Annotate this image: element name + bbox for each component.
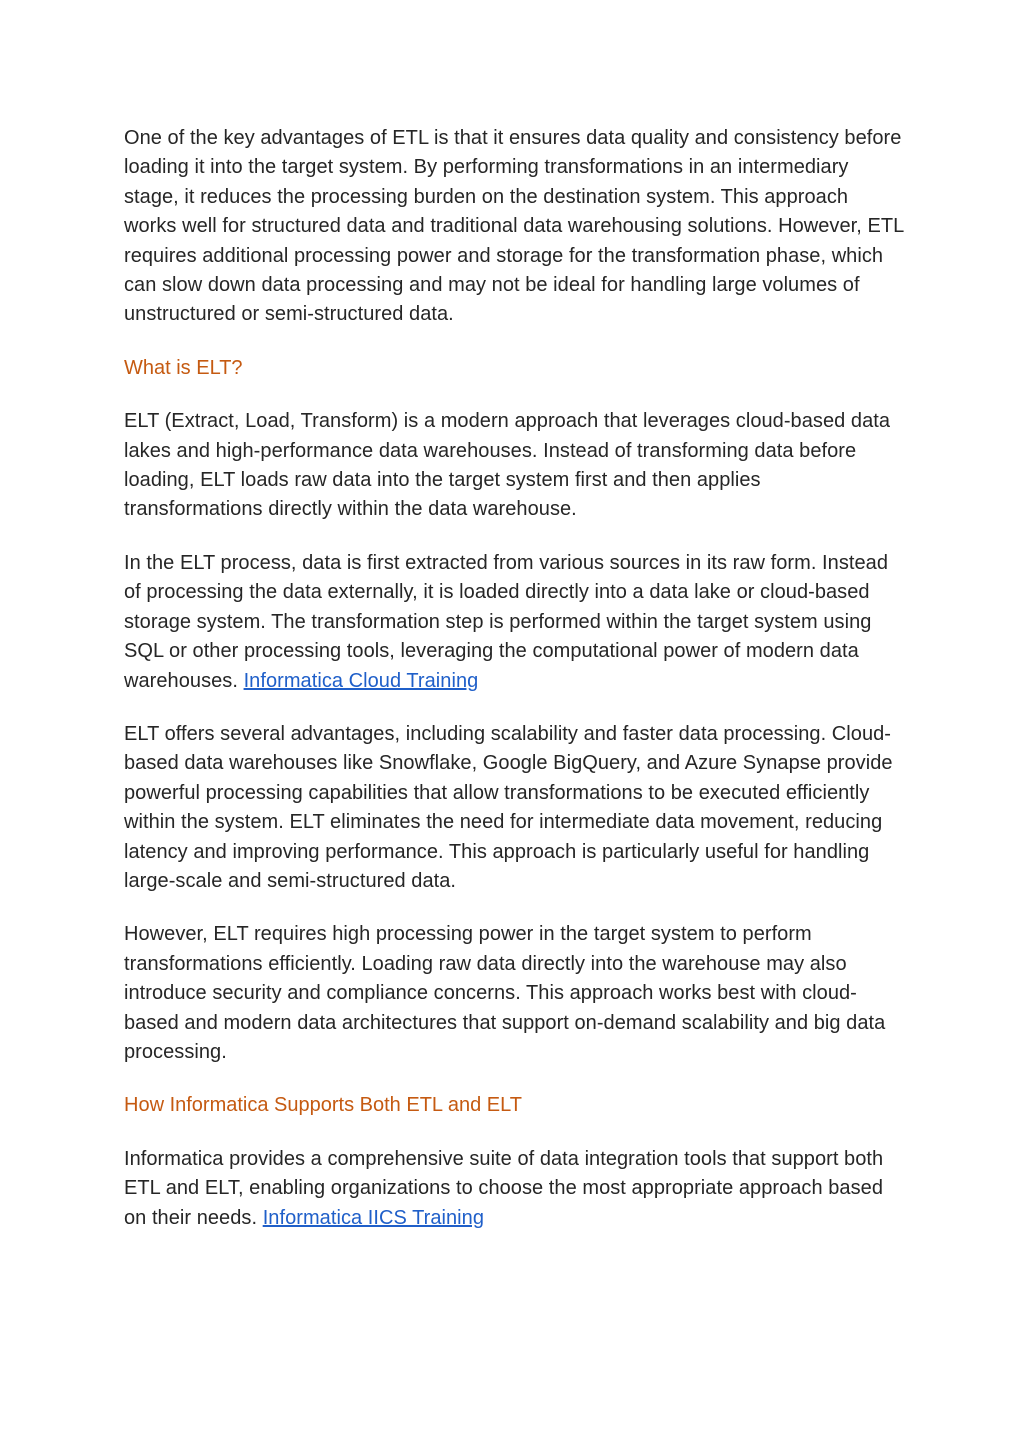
paragraph-elt-process-text: In the ELT process, data is first extracted from various sources in its raw form. Instead of processing the data externally, it is loaded directly into a data lake or cloud-based storage system. The transformation step is performed within the target system using SQL or other processing tools, leveraging the computational power of modern data warehouses. <box>124 551 889 692</box>
link-informatica-cloud-training[interactable]: Informatica Cloud Training <box>243 669 479 692</box>
paragraph-elt-process <box>124 549 904 696</box>
paragraph-elt-advantages: ELT offers several advantages, including scalability and faster data processing. Cloud-based data warehouses like Snowflake, Google BigQuery, and Azure Synapse provide powerful processing capabilities that allow transformations to be executed efficiently within the system. ELT eliminates the need for intermediate data movement, reducing latency and improving performance. This approach is particularly useful for handling large-scale and semi-structured data. <box>124 722 893 892</box>
heading-what-is-elt: What is ELT? <box>124 356 243 379</box>
paragraph-etl-advantages: One of the key advantages of ETL is that it ensures data quality and consistency before loading it into the target system. By performing transformations in an intermediary stage, it reduces the processing burden on the destination system. This approach works well for structured data and traditional data warehousing solutions. However, ETL requires additional processing power and storage for the transformation phase, which can slow down data processing and may not be ideal for handling large volumes of unstructured or semi-structured data. <box>124 127 904 326</box>
paragraph-elt-drawbacks: However, ELT requires high processing power in the target system to perform transformations efficiently. Loading raw data directly into the warehouse may also introduce security and compliance concerns. This approach works best with cloud-based and modern data architectures that support on-demand scalability and big data processing. <box>124 923 886 1063</box>
link-informatica-iics-training[interactable]: Informatica IICS Training <box>262 1206 485 1229</box>
paragraph-informatica-tools <box>124 1145 904 1233</box>
paragraph-elt-definition: ELT (Extract, Load, Transform) is a modern approach that leverages cloud-based data lakes and high-performance data warehouses. Instead of transforming data before loading, ELT loads raw data into the target system first and then applies transformations directly within the data warehouse. <box>124 410 891 521</box>
document-page <box>124 124 904 1257</box>
paragraph-informatica-tools-text: Informatica provides a comprehensive suite of data integration tools that support both ETL and ELT, enabling organizations to choose the most appropriate approach based on their needs. <box>124 1147 884 1229</box>
heading-informatica-support: How Informatica Supports Both ETL and ELT <box>124 1094 522 1117</box>
